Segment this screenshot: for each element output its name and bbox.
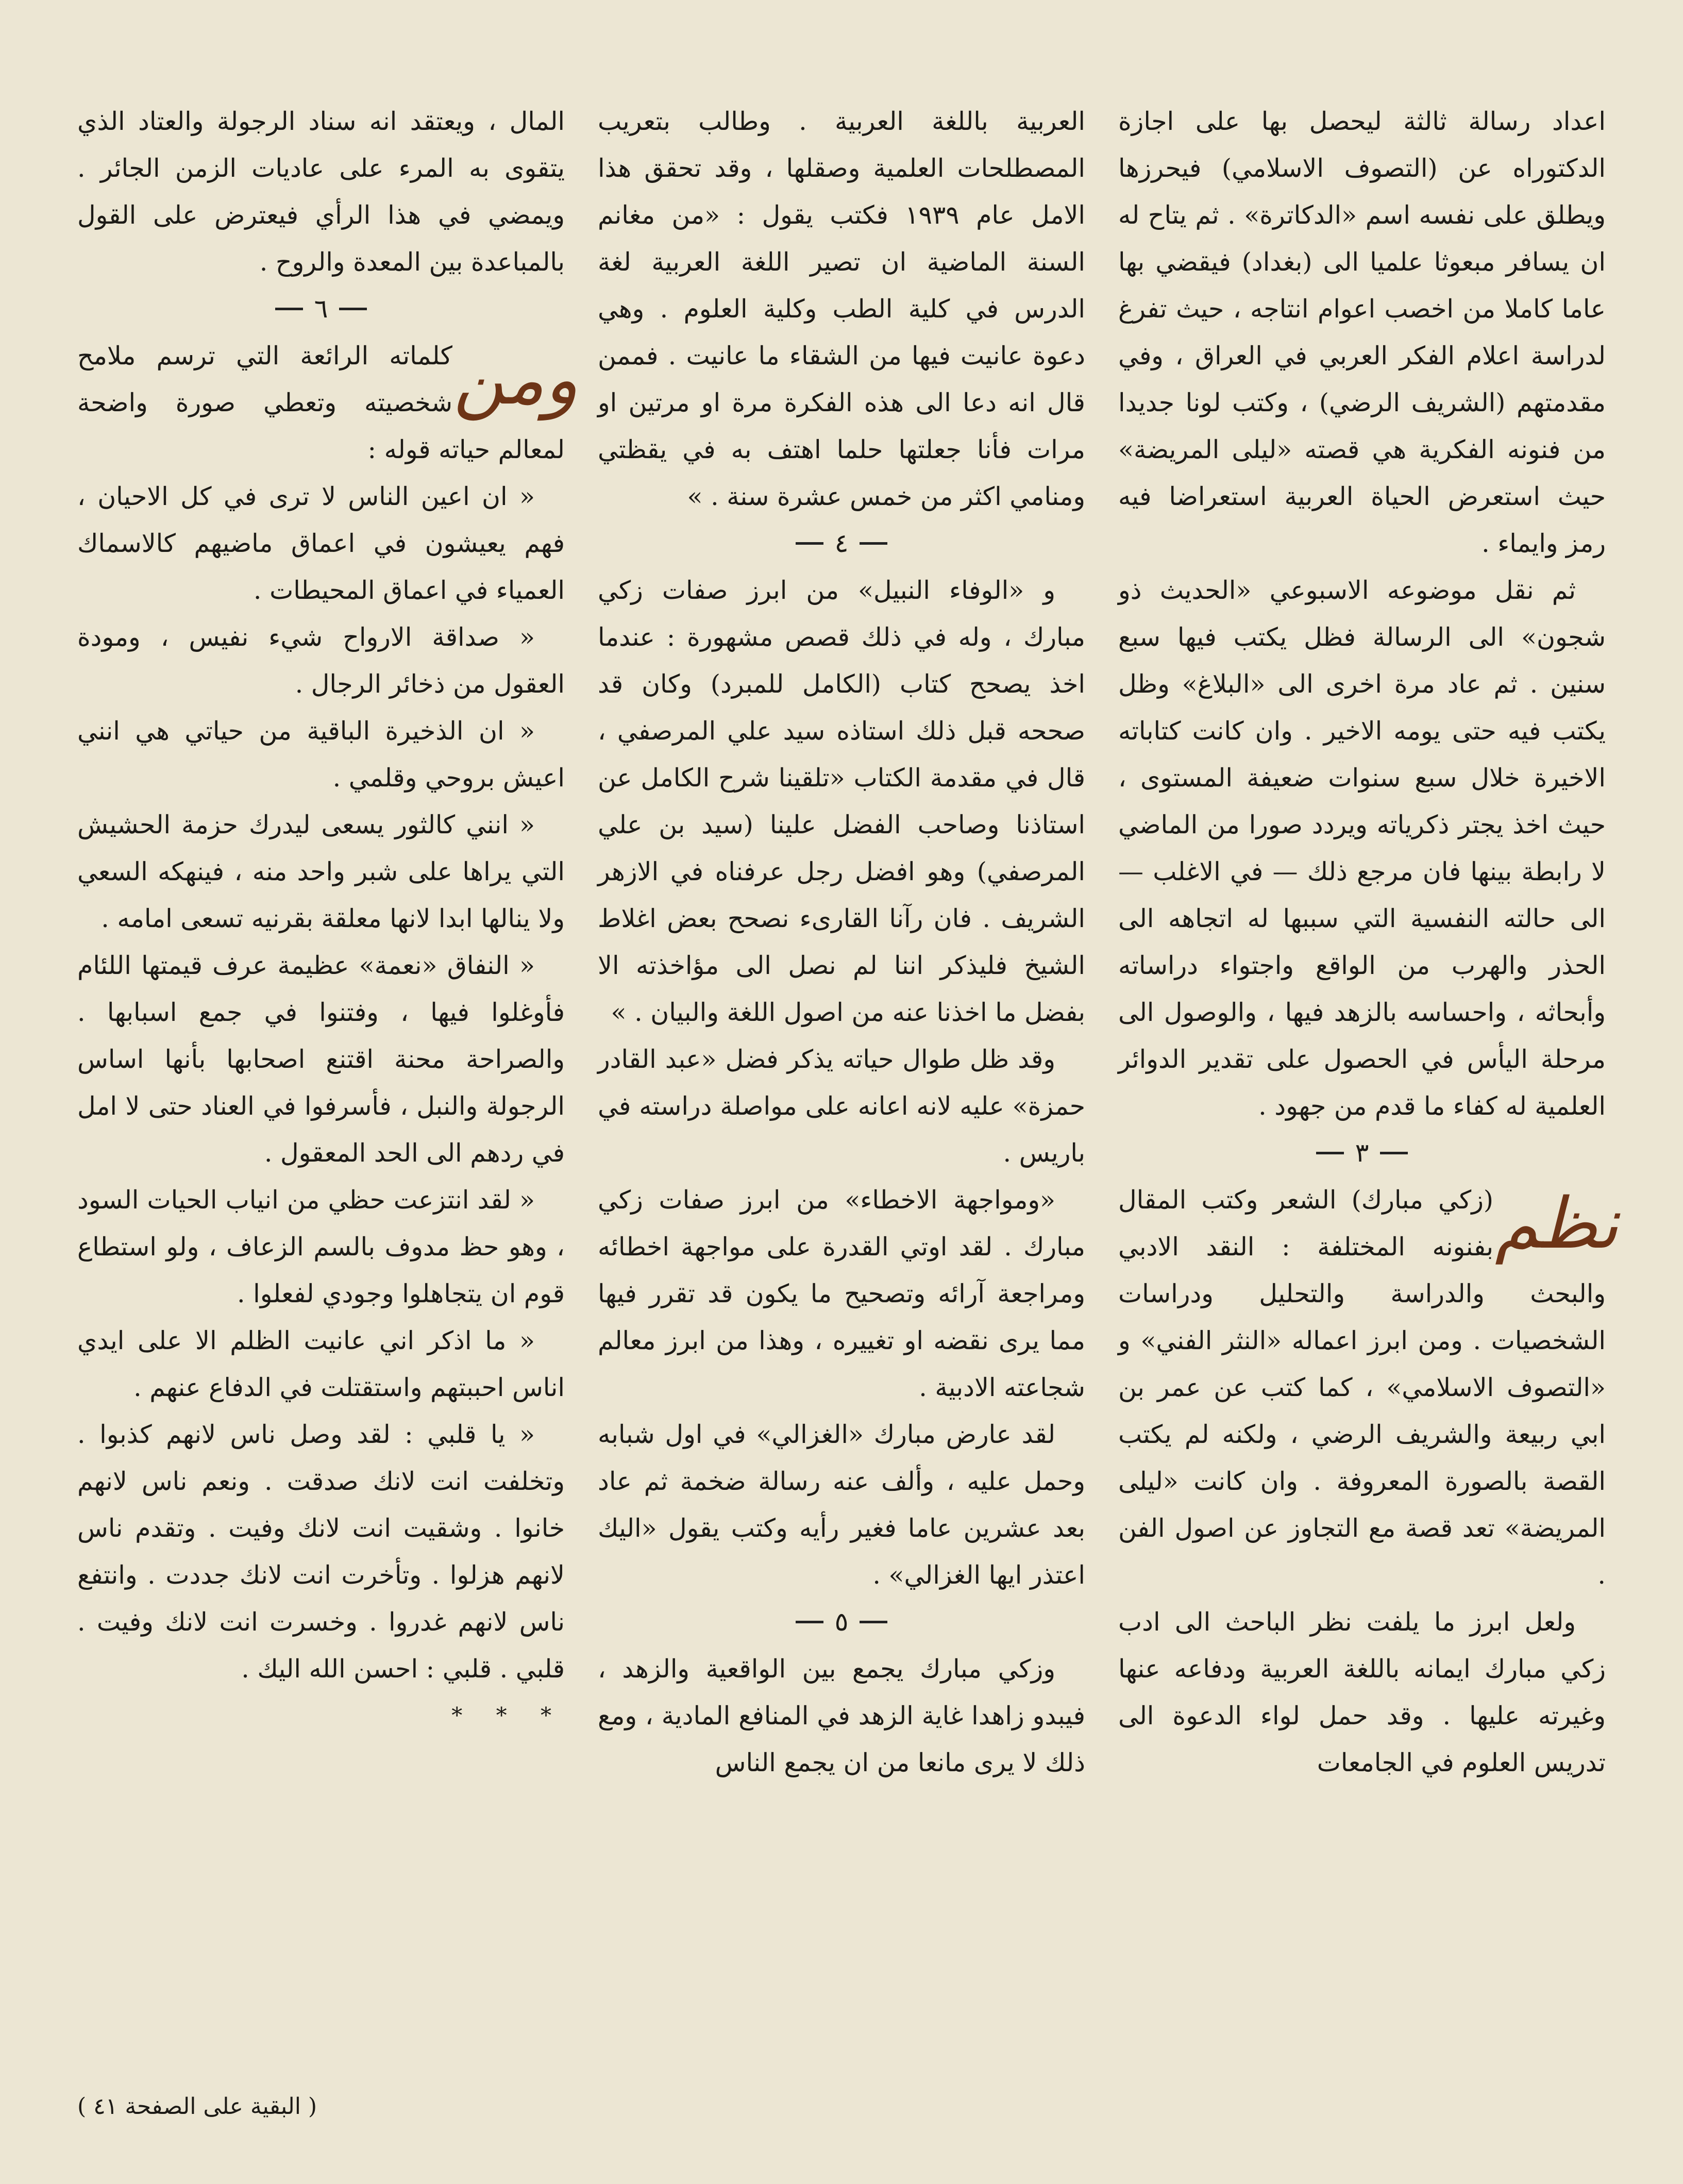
section-digit: ٦ [314,294,328,324]
paragraph-text: العربية باللغة العربية . وطالب بتعريب المصطلحات العلمية وصقلها ، وقد تحقق هذا الامل عام ١٩٣٩ فكتب يقول : «من مغانم السنة الماضية ان تصير اللغة العربية لغة الدرس في كلية الطب وكلية العلوم . وهي دعوة عانيت فيها من الشقاء ما عانيت . فممن قال انه دعا الى هذه الفكرة مرة او مرتين او مرات فأنا جعلتها حلما اهتف به في يقظتي ومنامي اكثر من خمس عشرة سنة . » [598,107,1086,511]
paragraph [77,801,565,942]
paragraph [598,1036,1085,1177]
section-dash [796,542,823,545]
paragraph [77,473,565,614]
end-asterisks: * * * [451,1703,565,1728]
paragraph [1118,98,1606,567]
calligraphic-lead-word: ومن [453,339,579,421]
paragraph [77,98,565,285]
lead-paragraph [1118,1177,1619,1599]
section-number [598,1599,1085,1645]
paragraph [598,98,1085,520]
paragraph-text: و «الوفاء النبيل» من ابرز صفات زكي مبارك ، وله في ذلك قصص مشهورة : عندما اخذ يصحح كتاب (الكامل للمبرد) وكان قد صححه قبل ذلك استاذه سيد علي المرصفي ، قال في مقدمة الكتاب «تلقينا شرح الكامل عن استاذنا وصاحب الفضل علينا (سيد بن علي المرصفي) وهو افضل رجل عرفناه في الازهر الشريف . فان رآنا القارىء نصحح بعض اغلاط الشيخ فليذكر اننا لم نصل الى مؤاخذته الا بفضل ما اخذنا عنه من اصول اللغة والبيان . » [598,576,1085,1027]
section-number [598,520,1085,567]
paragraph [77,614,565,708]
paragraph-text: ثم نقل موضوعه الاسبوعي «الحديث ذو شجون» الى الرسالة فظل يكتب فيها سبع سنين . ثم عاد مرة اخرى الى «البلاغ» وظل يكتب فيه حتى يومه الاخير . وان كانت كتاباته الاخيرة خلال سبع سنوات ضعيفة المستوى ، حيث اخذ يجتر ذكرياته ويردد صورا من الماضي لا رابطة بينها فان مرجع ذلك — في الاغلب — الى حالته النفسية التي سببها له اتجاهه الى الحذر والهرب من الواقع واجتواء دراساته وأبحاثه ، واحساسه بالزهد فيها ، والوصول الى مرحلة اليأس في الحصول على تقدير الدوائر العلمية له كفاء ما قدم من جهود . [1118,576,1606,1121]
lead-paragraph [77,332,579,473]
section-digit: ٥ [834,1607,849,1637]
section-digit: ٤ [834,528,849,558]
paragraph [77,1177,565,1317]
paragraph-text: «ومواجهة الاخطاء» من ابرز صفات زكي مبارك . لقد اوتي القدرة على مواجهة اخطائه ومراجعة آرائه وتصحيح ما يكون قد تقرر فيها مما يرى نقضه او تغييره ، وهذا من ابرز معالم شجاعته الادبية . [598,1185,1085,1402]
paragraph-text: اعداد رسالة ثالثة ليحصل بها على اجازة الدكتوراه عن (التصوف الاسلامي) فيحرزها ويطلق على نفسه اسم «الدكاترة» . ثم يتاح له ان يسافر مبعوثا علميا الى (بغداد) فيقضي بها عاما كاملا من اخصب اعوام انتاجه ، حيث تفرغ لدراسة اعلام الفكر العربي في العراق ، وفي مقدمتهم (الشريف الرضي) ، وكتب لونا جديدا من فنونه الفكرية هي قصته «ليلى المريضة» حيث استعرض الحياة العربية استعراضا فيه رمز وايماء . [1118,107,1606,558]
calligraphic-lead-word: نظم [1495,1183,1619,1265]
section-dash [275,308,303,310]
paragraph-text: المال ، ويعتقد انه سناد الرجولة والعتاد الذي يتقوى به المرء على عاديات الزمن الجائر . ويمضي في هذا الرأي فيعترض على القول بالمباعدة بين المعدة والروح . [77,107,565,277]
paragraph [77,1411,565,1692]
paragraph-text: « ما اذكر اني عانيت الظلم الا على ايدي اناس احببتهم واستقتلت في الدفاع عنهم . [77,1326,565,1402]
paragraph [1118,567,1606,1130]
paragraph [77,942,565,1177]
section-dash [1380,1152,1408,1154]
section-dash [339,308,367,310]
section-number [77,285,565,332]
paragraph [77,708,565,801]
paragraph [598,1177,1085,1411]
section-dash [1316,1152,1344,1154]
section-digit: ٣ [1355,1138,1369,1168]
article-columns [77,98,1619,2087]
paragraph [1118,1599,1606,1786]
paragraph-text: « يا قلبي : لقد وصل ناس لانهم كذبوا . وتخلفت انت لانك صدقت . ونعم ناس لانهم خانوا . وشقيت انت لانك وفيت . وتقدم ناس لانهم هزلوا . وتأخرت انت لانك جددت . وانتفع ناس لانهم غدروا . وخسرت انت لانك وفيت . قلبي . قلبي : احسن الله اليك . [77,1420,565,1684]
paragraph [598,567,1085,1036]
section-dash [860,1621,887,1623]
paragraph-text: وزكي مبارك يجمع بين الواقعية والزهد ، فيبدو زاهدا غاية الزهد في المنافع المادية ، ومع ذلك لا يرى مانعا من ان يجمع الناس [598,1654,1085,1777]
paragraph-text: ولعل ابرز ما يلفت نظر الباحث الى ادب زكي مبارك ايمانه باللغة العربية ودفاعه عنها وغيرته عليها . وقد حمل لواء الدعوة الى تدريس العلوم في الجامعات [1118,1607,1606,1777]
column-right [1118,98,1619,2087]
paragraph-text: « انني كالثور يسعى ليدرك حزمة الحشيش التي يراها على شبر واحد منه ، فينهكه السعي ولا ينالها ابدا لانها معلقة بقرنيه تسعى امامه . [77,810,565,933]
paragraph-text: « ان الذخيرة الباقية من حياتي هي انني اعيش بروحي وقلمي . [77,716,565,793]
paragraph [598,1645,1085,1786]
section-number [1118,1130,1606,1177]
paragraph [77,1317,565,1411]
paragraph [598,1411,1085,1599]
section-dash [860,542,887,545]
continuation-note: ( البقية على الصفحة ٤١ ) [77,2093,317,2120]
paragraph-text: « النفاق «نعمة» عظيمة عرف قيمتها اللئام فأوغلوا فيها ، وفتنوا في جمع اسبابها . والصراحة محنة اقتنع اصحابها بأنها اساس الرجولة والنبل ، فأسرفوا في العناد حتى لا امل في ردهم الى الحد المعقول . [77,951,565,1168]
paragraph-text: « ان اعين الناس لا ترى في كل الاحيان ، فهم يعيشون في اعماق ماضيهم كالاسماك العمياء في اعماق المحيطات . [77,482,565,605]
column-middle [598,98,1085,2087]
paragraph-text: كلماته الرائعة التي ترسم ملامح شخصيته وتعطي صورة واضحة لمعالم حياته قوله : [77,341,565,464]
paragraph-text: « صداقة الارواح شيء نفيس ، ومودة العقول من ذخائر الرجال . [77,623,565,699]
section-dash [796,1621,823,1623]
paragraph-text: وقد ظل طوال حياته يذكر فضل «عبد القادر حمزة» عليه لانه اعانه على مواصلة دراسته في باريس . [598,1045,1085,1168]
paragraph-text: « لقد انتزعت حظي من انياب الحيات السود ، وهو حظ مدوف بالسم الزعاف ، ولو استطاع قوم ان يتجاهلوا وجودي لفعلوا . [77,1185,565,1308]
paragraph-text: لقد عارض مبارك «الغزالي» في اول شبابه وحمل عليه ، وألف عنه رسالة ضخمة ثم عاد بعد عشرين عاما فغير رأيه وكتب يقول «اليك اعتذر ايها الغزالي» . [598,1420,1085,1590]
column-left [77,98,579,2087]
paragraph-text: (زكي مبارك) الشعر وكتب المقال بفنونه المختلفة : النقد الادبي والبحث والدراسة والتحليل ودراسات الشخصيات . ومن ابرز اعماله «النثر الفني» و «التصوف الاسلامي» ، كما كتب عن عمر بن ابي ربيعة والشريف الرضي ، ولكنه لم يكتب القصة بالصورة المعروفة . وان كانت «ليلى المريضة» تعد قصة مع التجاوز عن اصول الفن . [1118,1185,1606,1590]
